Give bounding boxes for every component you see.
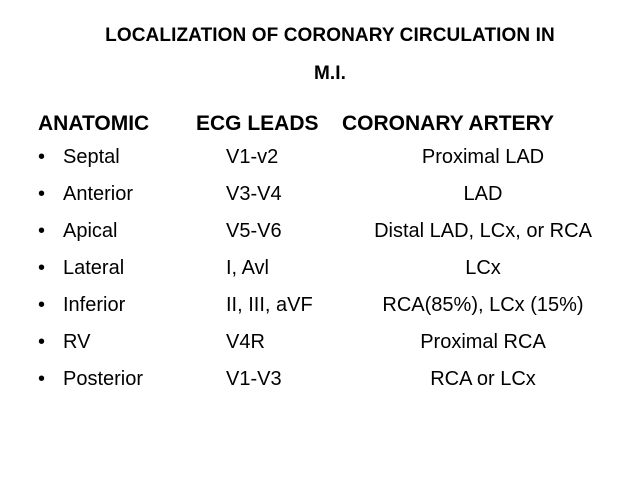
coronary-artery-cell: LAD [463, 183, 503, 205]
ecg-leads-cell: I, Avl [226, 257, 269, 279]
list-item [38, 183, 628, 213]
coronary-artery-cell: LCx [465, 257, 501, 279]
ecg-leads-cell: V1-v2 [226, 146, 279, 168]
anatomic-cell: Apical [63, 220, 118, 242]
ecg-leads-cell: V1-V3 [226, 368, 282, 390]
title-line-2: M.I. [313, 63, 347, 84]
coronary-artery-cell: RCA(85%), LCx (15%) [382, 294, 584, 316]
coronary-artery-cell: Proximal RCA [420, 331, 546, 353]
list-item [38, 146, 628, 176]
anatomic-cell: Inferior [63, 294, 126, 316]
anatomic-cell: Lateral [63, 257, 125, 279]
anatomic-cell: RV [63, 331, 91, 353]
list-item [38, 368, 628, 398]
ecg-leads-cell: II, III, aVF [226, 294, 313, 316]
bullet-icon: • [38, 146, 46, 168]
ecg-leads-cell: V5-V6 [226, 220, 282, 242]
header-anatomic: ANATOMIC [38, 112, 150, 135]
coronary-artery-cell: Proximal LAD [421, 146, 545, 168]
coronary-artery-cell: Distal LAD, LCx, or RCA [374, 220, 592, 242]
ecg-leads-cell: V3-V4 [226, 183, 282, 205]
header-coronary-artery: CORONARY ARTERY [342, 112, 554, 135]
bullet-icon: • [38, 331, 46, 353]
ecg-leads-cell: V4R [226, 331, 265, 353]
title-line-1: LOCALIZATION OF CORONARY CIRCULATION IN [105, 25, 555, 46]
table-header [38, 112, 628, 144]
header-ecg-leads: ECG LEADS [196, 112, 319, 135]
bullet-icon: • [38, 183, 46, 205]
bullet-icon: • [38, 294, 46, 316]
list-item [38, 294, 628, 324]
slide-title [40, 18, 620, 98]
coronary-artery-cell: RCA or LCx [430, 368, 536, 390]
anatomic-cell: Septal [63, 146, 120, 168]
bullet-icon: • [38, 368, 46, 390]
list-item [38, 257, 628, 287]
anatomic-cell: Posterior [63, 368, 144, 390]
bullet-icon: • [38, 257, 46, 279]
list-item [38, 331, 628, 361]
bullet-icon: • [38, 220, 46, 242]
list-item [38, 220, 628, 250]
anatomic-cell: Anterior [63, 183, 134, 205]
